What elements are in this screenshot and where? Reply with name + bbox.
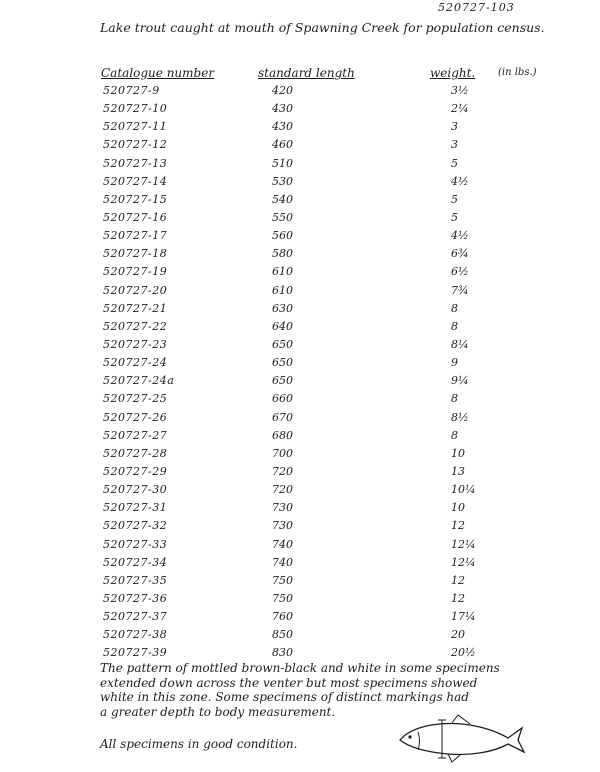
catalogue-number: 520727-39	[103, 646, 168, 660]
standard-length: 700	[272, 446, 293, 460]
specimen-table	[0, 82, 600, 663]
catalogue-number: 520727-19	[103, 265, 168, 279]
header-length: standard length	[258, 66, 355, 80]
standard-length: 550	[272, 210, 293, 224]
condition-note: All specimens in good condition.	[100, 737, 298, 751]
standard-length: 730	[272, 501, 293, 515]
table-row	[0, 336, 600, 354]
standard-length: 610	[272, 283, 293, 297]
weight-value: 4½	[451, 229, 469, 243]
catalogue-number: 520727-21	[103, 301, 168, 315]
standard-length: 640	[272, 319, 293, 333]
standard-length: 720	[272, 464, 293, 478]
table-row	[0, 572, 600, 590]
standard-length: 760	[272, 610, 293, 624]
table-row	[0, 409, 600, 427]
reference-number: 520727-103	[438, 1, 515, 14]
table-row	[0, 173, 600, 191]
weight-value: 9	[451, 356, 458, 370]
catalogue-number: 520727-18	[103, 247, 168, 261]
note-line: The pattern of mottled brown-black and white in some specimens	[100, 661, 500, 675]
table-row	[0, 282, 600, 300]
table-row	[0, 372, 600, 390]
catalogue-number: 520727-29	[103, 464, 168, 478]
table-row	[0, 318, 600, 336]
weight-value: 8	[451, 392, 458, 406]
catalogue-number: 520727-32	[103, 519, 168, 533]
table-row	[0, 155, 600, 173]
catalogue-number: 520727-23	[103, 337, 168, 351]
weight-value: 12¼	[451, 555, 476, 569]
weight-value: 8½	[451, 410, 469, 424]
weight-value: 8	[451, 319, 458, 333]
standard-length: 850	[272, 628, 293, 642]
weight-value: 10¼	[451, 483, 476, 497]
table-row	[0, 354, 600, 372]
weight-value: 17¼	[451, 610, 476, 624]
catalogue-number: 520727-24a	[103, 374, 175, 388]
catalogue-number: 520727-31	[103, 501, 168, 515]
standard-length: 680	[272, 428, 293, 442]
table-row	[0, 626, 600, 644]
note-line: extended down across the venter but most specimens showed	[100, 675, 478, 690]
weight-value: 20	[451, 628, 465, 642]
catalogue-number: 520727-35	[103, 573, 168, 587]
catalogue-number: 520727-24	[103, 356, 168, 370]
weight-value: 12	[451, 591, 465, 605]
table-row	[0, 427, 600, 445]
weight-value: 9¼	[451, 374, 469, 388]
table-row	[0, 100, 600, 118]
standard-length: 420	[272, 84, 293, 97]
table-row	[0, 644, 600, 662]
catalogue-number: 520727-26	[103, 410, 168, 424]
catalogue-number: 520727-34	[103, 555, 168, 569]
table-row	[0, 590, 600, 608]
weight-value: 12	[451, 573, 465, 587]
weight-value: 10	[451, 446, 465, 460]
catalogue-number: 520727-13	[103, 156, 168, 170]
table-row	[0, 209, 600, 227]
table-row	[0, 517, 600, 535]
catalogue-number: 520727-15	[103, 192, 168, 206]
catalogue-number: 520727-10	[103, 102, 168, 116]
trout-sketch-icon	[390, 712, 530, 764]
weight-value: 6½	[451, 265, 469, 279]
weight-value: 4½	[451, 174, 469, 188]
standard-length: 430	[272, 120, 293, 134]
standard-length: 720	[272, 483, 293, 497]
weight-value: 8	[451, 428, 458, 442]
table-row	[0, 191, 600, 209]
standard-length: 650	[272, 356, 293, 370]
weight-value: 8	[451, 301, 458, 315]
weight-value: 12¼	[451, 537, 476, 551]
catalogue-number: 520727-20	[103, 283, 168, 297]
standard-length: 610	[272, 265, 293, 279]
table-row	[0, 608, 600, 626]
catalogue-number: 520727-36	[103, 591, 168, 605]
table-row	[0, 463, 600, 481]
catalogue-number: 520727-14	[103, 174, 168, 188]
weight-value: 7¾	[451, 283, 469, 297]
standard-length: 660	[272, 392, 293, 406]
weight-value: 2¼	[451, 102, 469, 116]
table-row	[0, 554, 600, 572]
note-line: white in this zone. Some specimens of distinct markings had	[100, 690, 469, 704]
standard-length: 540	[272, 192, 293, 206]
catalogue-number: 520727-38	[103, 628, 168, 642]
weight-value: 5	[451, 210, 458, 224]
table-row	[0, 481, 600, 499]
table-row	[0, 118, 600, 136]
standard-length: 670	[272, 410, 293, 424]
weight-value: 8¼	[451, 337, 469, 351]
weight-value: 6¾	[451, 247, 469, 261]
table-row	[0, 227, 600, 245]
catalogue-number: 520727-25	[103, 392, 168, 406]
standard-length: 580	[272, 247, 293, 261]
weight-value: 13	[451, 464, 465, 478]
observation-note	[100, 661, 580, 719]
table-row	[0, 263, 600, 281]
standard-length: 510	[272, 156, 293, 170]
weight-value: 3½	[451, 84, 469, 97]
table-row	[0, 445, 600, 463]
header-weight: weight.	[430, 66, 476, 80]
standard-length: 560	[272, 229, 293, 243]
table-row	[0, 82, 600, 100]
table-row	[0, 245, 600, 263]
weight-value: 10	[451, 501, 465, 515]
catalogue-number: 520727-27	[103, 428, 168, 442]
catalogue-number: 520727-28	[103, 446, 168, 460]
document-title: Lake trout caught at mouth of Spawning Creek for population census.	[100, 20, 545, 35]
standard-length: 740	[272, 537, 293, 551]
weight-value: 5	[451, 156, 458, 170]
standard-length: 430	[272, 102, 293, 116]
catalogue-number: 520727-17	[103, 229, 168, 243]
catalogue-number: 520727-9	[103, 84, 160, 97]
header-weight-unit: (in lbs.)	[498, 67, 537, 78]
weight-value: 20½	[451, 646, 476, 660]
standard-length: 650	[272, 374, 293, 388]
catalogue-number: 520727-37	[103, 610, 168, 624]
table-row	[0, 136, 600, 154]
catalogue-number: 520727-12	[103, 138, 168, 152]
header-catalogue: Catalogue number	[101, 66, 215, 80]
table-row	[0, 499, 600, 517]
catalogue-number: 520727-22	[103, 319, 168, 333]
standard-length: 730	[272, 519, 293, 533]
standard-length: 740	[272, 555, 293, 569]
weight-value: 5	[451, 192, 458, 206]
weight-value: 12	[451, 519, 465, 533]
catalogue-number: 520727-16	[103, 210, 168, 224]
catalogue-number: 520727-30	[103, 483, 168, 497]
catalogue-number: 520727-11	[103, 120, 168, 134]
table-row	[0, 536, 600, 554]
note-line: a greater depth to body measurement.	[100, 704, 336, 719]
standard-length: 830	[272, 646, 293, 660]
weight-value: 3	[451, 120, 458, 134]
standard-length: 750	[272, 573, 293, 587]
table-row	[0, 390, 600, 408]
table-row	[0, 300, 600, 318]
standard-length: 630	[272, 301, 293, 315]
standard-length: 460	[272, 138, 293, 152]
standard-length: 530	[272, 174, 293, 188]
standard-length: 750	[272, 591, 293, 605]
weight-value: 3	[451, 138, 458, 152]
catalogue-number: 520727-33	[103, 537, 168, 551]
standard-length: 650	[272, 337, 293, 351]
